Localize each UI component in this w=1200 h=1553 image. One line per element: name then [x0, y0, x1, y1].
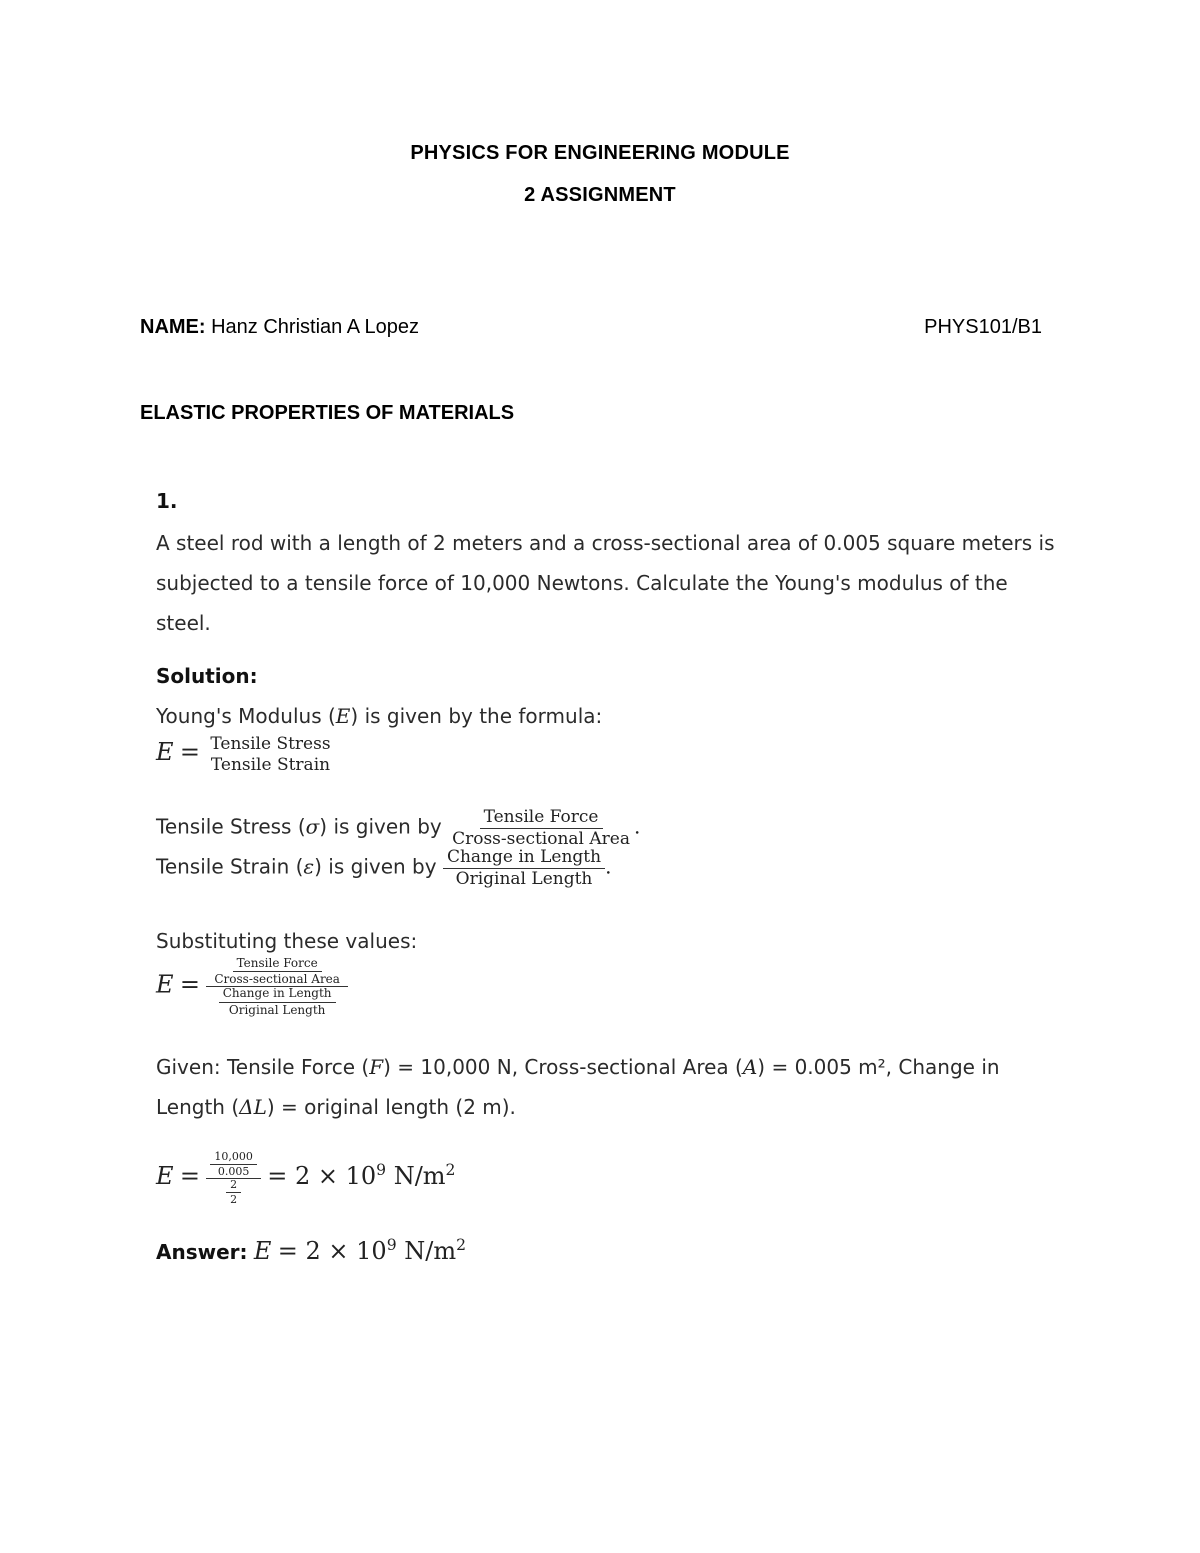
section-title: ELASTIC PROPERTIES OF MATERIALS [140, 402, 515, 424]
name-label: NAME: [140, 316, 206, 338]
course-code: PHYS101/B1 [924, 316, 1042, 338]
numeric-calculation: E = $\frac{\frac{10,000}{0.005}}{\frac{2}{2}}$ = $2 \times 10^9$ $N/m^2$ [156, 1150, 456, 1207]
answer-label: Answer: [156, 1240, 248, 1264]
final-answer: Answer: $E = 2 \times 10^9$ $N/m^2$ [156, 1236, 467, 1265]
tensile-strain-definition: Tensile Strain (ε) is given by $\frac{\text{Change in Length}}{\text{Original Length}}$ . [156, 847, 612, 889]
compound-fraction: $\frac{\frac{\text{Tensile Force}}{\text{Cross-sectional Area}}}{\frac{\text{Change in Length}}{\text{Original Length}}}$ [206, 957, 348, 1017]
force-over-area-fraction: $\frac{\text{Tensile Force}}{\text{Cross-sectional Area}}$ [452, 807, 630, 849]
change-over-original-fraction: $\frac{\text{Change in Length}}{\text{Original Length}}$ [443, 848, 605, 888]
calculation-result: = $2 \times 10^9$ $N/m^2$ [267, 1161, 456, 1191]
stress-over-strain-fraction: Tensile Stress Tensile Strain [210, 734, 331, 775]
substituting-label: Substituting these values: [156, 929, 418, 953]
document-title-line-1: PHYSICS FOR ENGINEERING MODULE [410, 142, 790, 164]
student-name-row [140, 316, 419, 339]
document-title-line-2: 2 ASSIGNMENT [524, 184, 676, 206]
tensile-stress-definition: Tensile Stress (σ) is given by $\frac{\text{Tensile Force}}{\text{Cross-sectional Area}}$ . [156, 807, 641, 849]
given-values: Given: Tensile Force (F) = 10,000 N, Cross-sectional Area (A) = 0.005 m², Change in Length (ΔL) = original length (2 m). [156, 1055, 1000, 1119]
youngs-modulus-formula: E = Tensile Stress Tensile Strain [156, 735, 1056, 774]
numeric-compound-fraction: $\frac{\frac{10,000}{0.005}}{\frac{2}{2}}$ [206, 1151, 261, 1206]
youngs-modulus-intro: Young's Modulus (E) is given by the formula: [156, 704, 603, 728]
solution-label: Solution: [156, 664, 258, 688]
problem-statement: A steel rod with a length of 2 meters and a cross-sectional area of 0.005 square meters is subjected to a tensile force of 10,000 Newtons. Calculate the Young's modulus of the steel. [156, 531, 1055, 635]
substituted-formula: E = $\frac{\frac{\text{Tensile Force}}{\text{Cross-sectional Area}}}{\frac{\text{Change in Length}}{\text{Original Length}}}$ [156, 957, 1056, 1017]
symbol-e: E [335, 704, 351, 728]
problem-number: 1. [156, 489, 178, 513]
student-name: Hanz Christian A Lopez [211, 316, 420, 338]
